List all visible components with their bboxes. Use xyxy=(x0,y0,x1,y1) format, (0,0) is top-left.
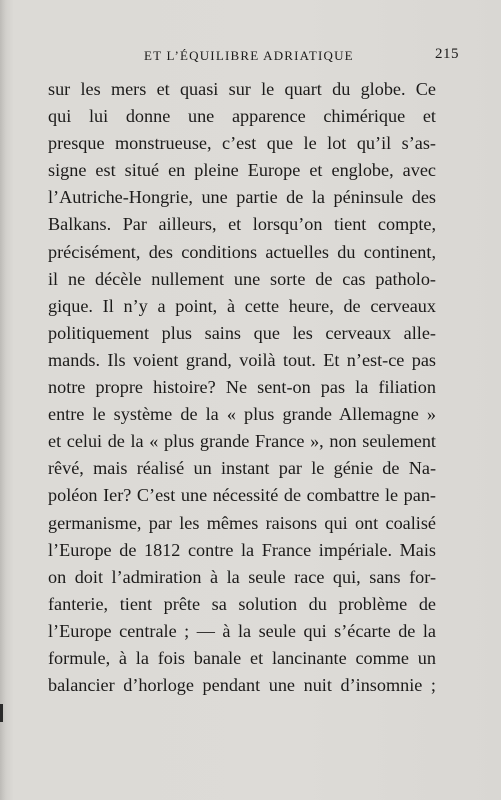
body-text xyxy=(48,76,436,699)
text-line: rêvé, mais réalisé un instant par le génie de Na- xyxy=(48,458,436,479)
text-line: l’Autriche-Hongrie, une partie de la péninsule des xyxy=(48,187,436,208)
text-line: entre le système de la « plus grande Allemagne » xyxy=(48,404,436,425)
text-line: balancier d’horloge pendant une nuit d’insomnie ; xyxy=(48,675,436,696)
text-line: signe est situé en pleine Europe et englobe, avec xyxy=(48,160,436,181)
text-line: l’Europe centrale ; — à la seule qui s’écarte de la xyxy=(48,620,436,641)
text-line: formule, à la fois banale et lancinante comme un xyxy=(48,647,436,668)
text-line: l’Europe de 1812 contre la France impériale. Mais xyxy=(48,539,436,560)
text-line: Balkans. Par ailleurs, et lorsqu’on tient compte, xyxy=(48,214,436,235)
text-line: germanisme, par les mêmes raisons qui ont coalisé xyxy=(48,512,436,533)
text-line: presque monstrueuse, c’est que le lot qu’il s’as- xyxy=(48,133,436,154)
text-line: notre propre histoire? Ne sent-on pas la filiation xyxy=(48,377,436,398)
text-line: qui lui donne une apparence chimérique et xyxy=(48,106,436,127)
page-header xyxy=(48,44,459,66)
text-line: sur les mers et quasi sur le quart du globe. Ce xyxy=(48,79,436,99)
text-line: poléon Ier? C’est une nécessité de combattre le pan- xyxy=(48,485,436,506)
text-line: il ne décèle nullement une sorte de cas patholo- xyxy=(48,268,436,289)
text-line: mands. Ils voient grand, voilà tout. Et n’est-ce pas xyxy=(48,349,436,370)
scan-edge-mark xyxy=(0,704,3,722)
text-line: précisément, des conditions actuelles du continent, xyxy=(48,241,436,262)
text-line: et celui de la « plus grande France », non seulement xyxy=(48,431,436,452)
text-line: politiquement plus sains que les cerveaux alle- xyxy=(48,322,436,343)
text-line: gique. Il n’y a point, à cette heure, de cerveaux xyxy=(48,295,436,316)
running-title: ET L’ÉQUILIBRE ADRIATIQUE xyxy=(144,48,354,63)
text-line: on doit l’admiration à la seule race qui, sans for- xyxy=(48,566,436,587)
text-line: fanterie, tient prête sa solution du problème de xyxy=(48,593,436,614)
page-number: 215 xyxy=(435,46,459,62)
